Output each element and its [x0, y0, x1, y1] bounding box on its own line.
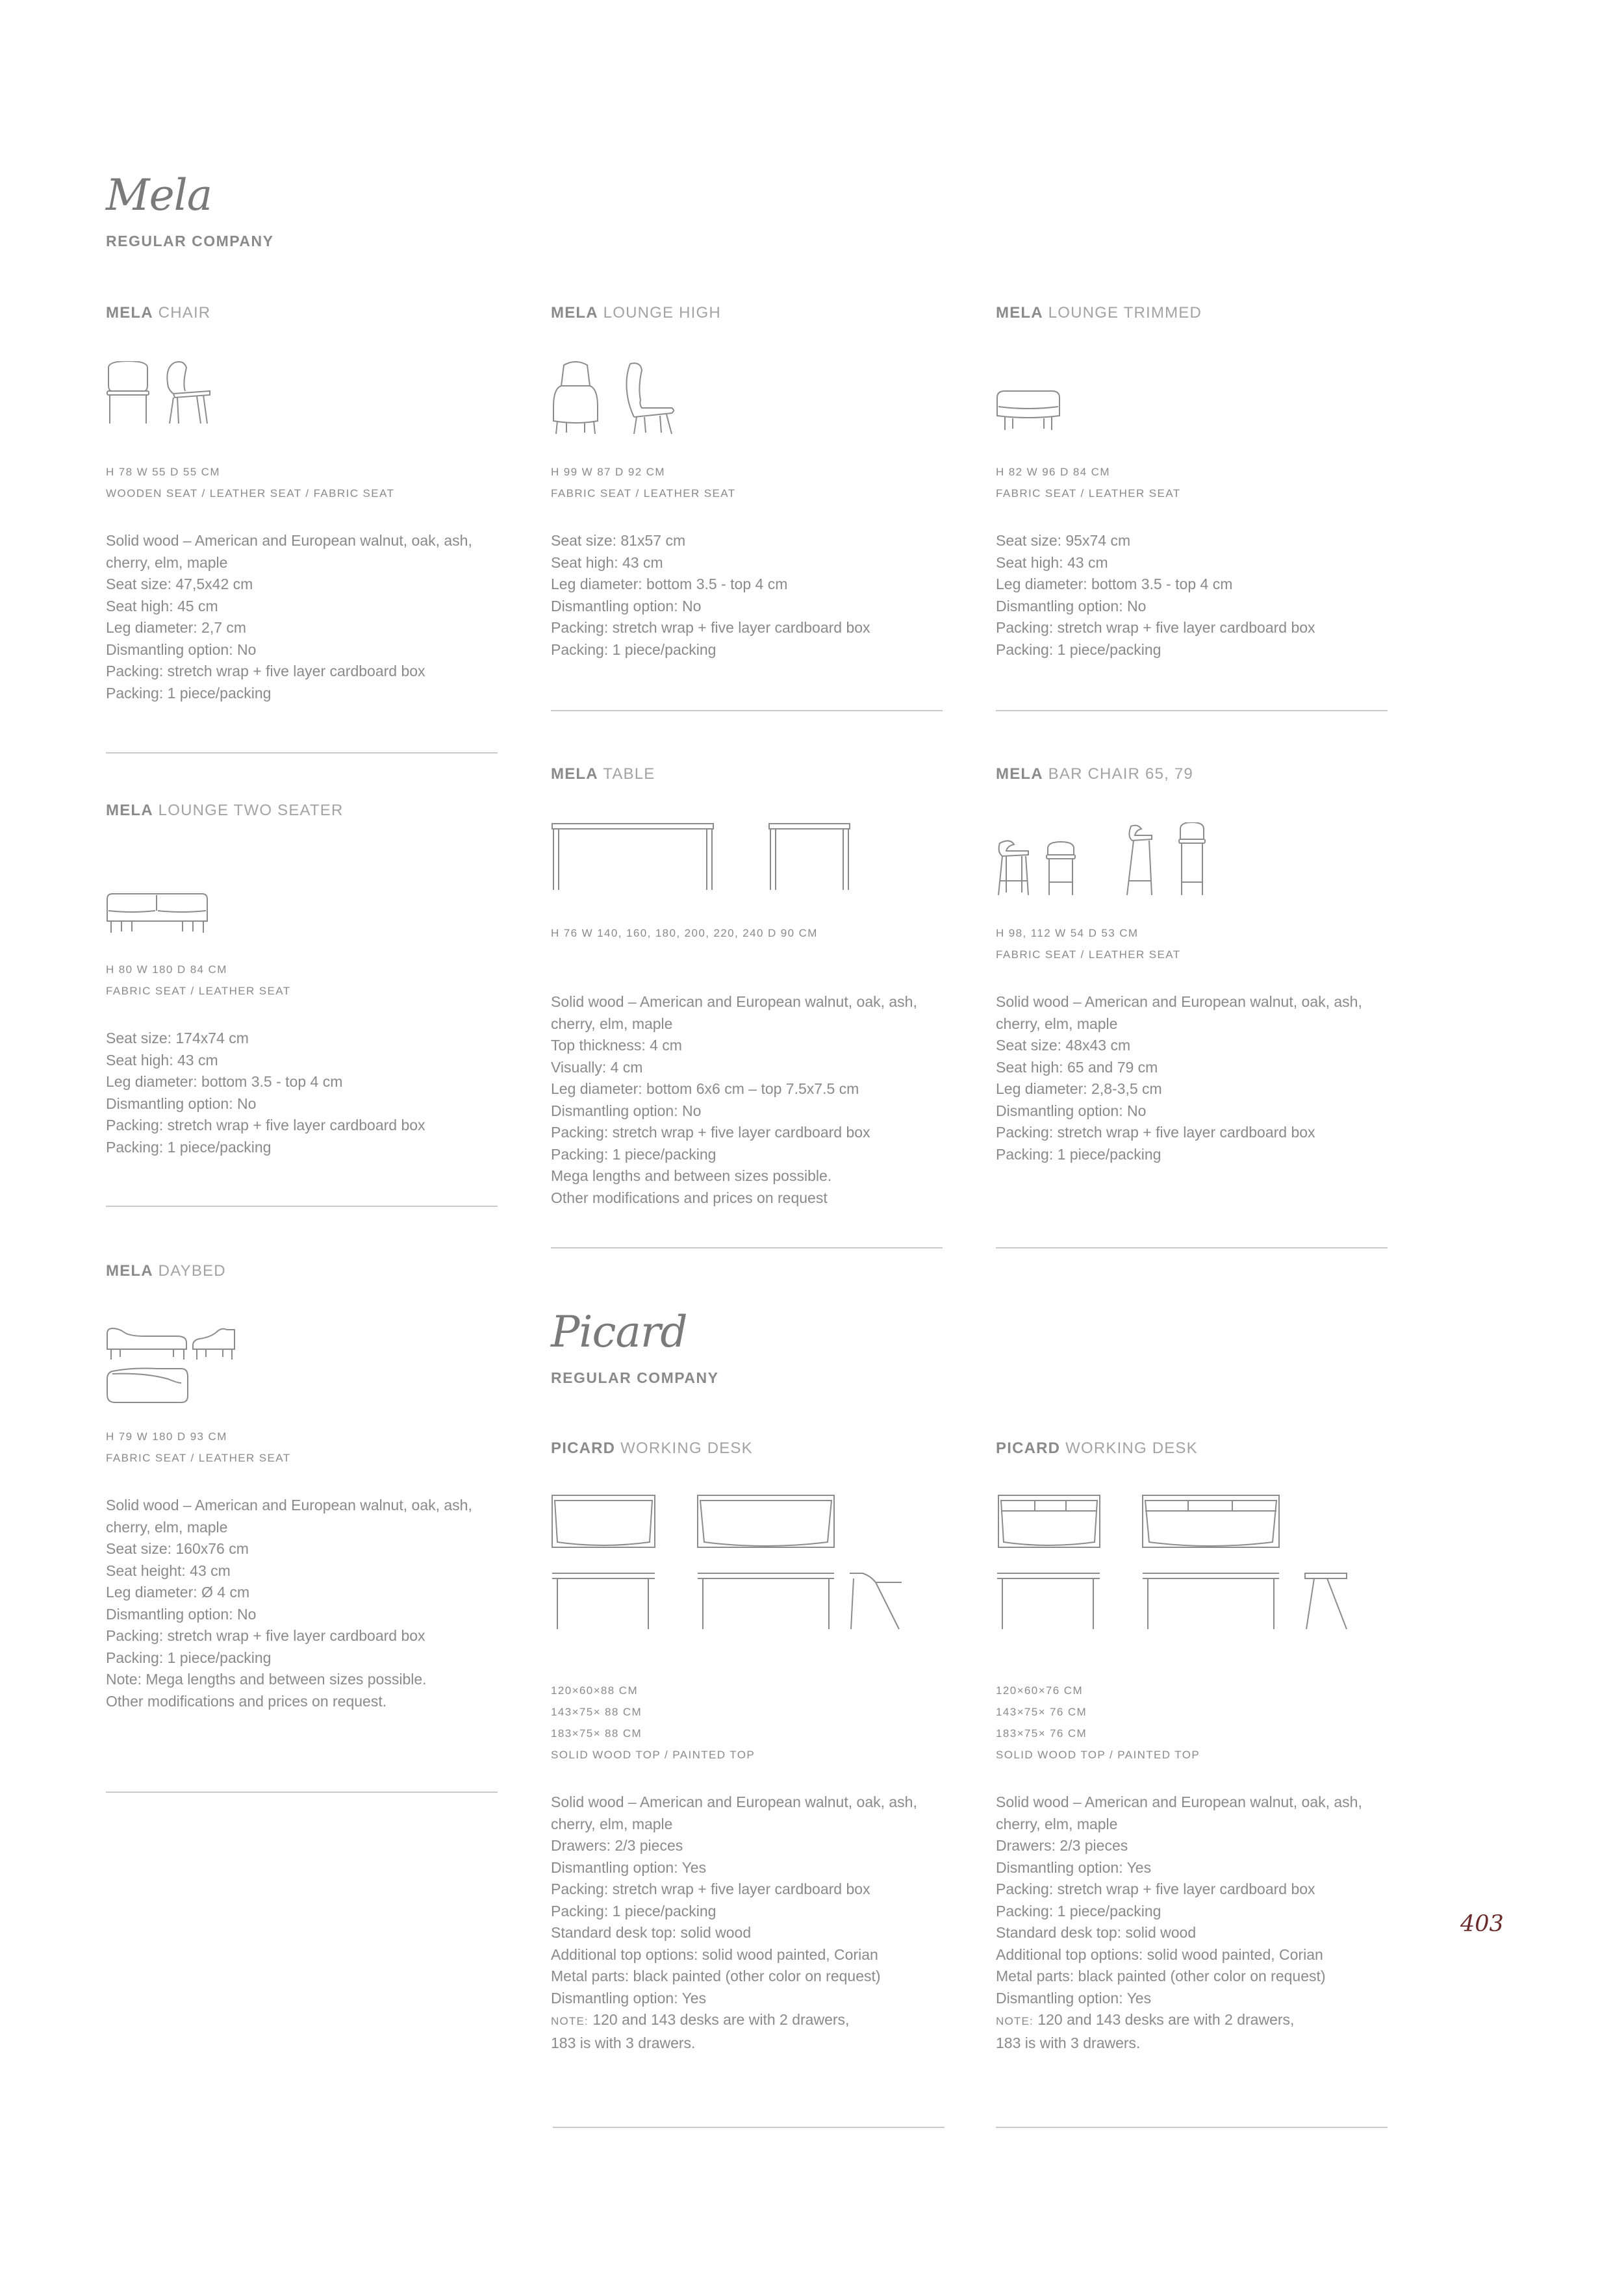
- product-type: DAYBED: [158, 1262, 226, 1280]
- desc-line: Packing: stretch wrap + five layer cardboard box: [106, 1117, 425, 1134]
- product-dimensions: [551, 1680, 941, 1766]
- product-name: MELA: [106, 802, 153, 819]
- brand-company: REGULAR COMPANY: [551, 1369, 719, 1386]
- product-name: MELA: [106, 304, 153, 322]
- desc-line: Seat size: 81x57 cm: [551, 532, 686, 549]
- desc-line: cherry, elm, maple: [996, 1015, 1118, 1032]
- product-name: MELA: [551, 765, 598, 783]
- dim-line: SOLID WOOD TOP / PAINTED TOP: [551, 1749, 755, 1761]
- dim-line: 120×60×88 CM: [551, 1684, 638, 1697]
- dim-line: FABRIC SEAT / LEATHER SEAT: [106, 1452, 291, 1464]
- note-line: [551, 2009, 941, 2033]
- product-description: [106, 530, 496, 704]
- product-heading: [106, 803, 496, 818]
- desc-line: Other modifications and prices on request: [551, 1189, 828, 1206]
- dim-line: 143×75× 88 CM: [551, 1706, 642, 1718]
- desc-line: Dismantling option: No: [551, 1102, 702, 1119]
- sofa-drawing-icon: [106, 859, 496, 937]
- product-description: [551, 530, 941, 661]
- lounge-chair-drawing-icon: [551, 361, 941, 439]
- desc-line: Leg diameter: bottom 3.5 - top 4 cm: [996, 576, 1233, 592]
- product-dimensions: [551, 461, 941, 504]
- section-divider: [551, 710, 943, 711]
- desc-line: Drawers: 2/3 pieces: [996, 1837, 1128, 1854]
- desc-line: Solid wood – American and European walnut, oak, ash,: [106, 532, 472, 549]
- dim-line: 183×75× 88 CM: [551, 1727, 642, 1740]
- product-dimensions: [551, 922, 941, 944]
- product-picard-working-desk: [551, 1441, 941, 2054]
- desc-line: Dismantling option: No: [106, 1605, 257, 1623]
- desc-line: Dismantling option: No: [996, 597, 1147, 614]
- note-label: NOTE:: [551, 2015, 589, 2027]
- desc-line: Packing: 1 piece/packing: [106, 684, 272, 702]
- desc-line: Leg diameter: 2,8-3,5 cm: [996, 1080, 1162, 1097]
- product-type: BAR CHAIR 65, 79: [1048, 765, 1193, 783]
- dim-line: 183×75× 76 CM: [996, 1727, 1087, 1740]
- desk-drawing-icon: [996, 1494, 1386, 1656]
- desc-line: Leg diameter: Ø 4 cm: [106, 1584, 250, 1601]
- product-mela-lounge-high: [551, 305, 941, 661]
- product-mela-lounge-trimmed: [996, 305, 1386, 661]
- product-name: MELA: [551, 304, 598, 322]
- desc-line: Seat height: 43 cm: [106, 1562, 231, 1579]
- desc-line: Packing: stretch wrap + five layer cardboard box: [106, 663, 425, 679]
- product-mela-daybed: [106, 1263, 496, 1712]
- section-divider: [106, 1792, 498, 1793]
- desc-line: cherry, elm, maple: [551, 1815, 673, 1832]
- desc-line: cherry, elm, maple: [106, 1518, 228, 1536]
- table-drawing-icon: [551, 822, 941, 900]
- desc-line: Standard desk top: solid wood: [551, 1924, 752, 1941]
- product-type: LOUNGE TRIMMED: [1048, 304, 1202, 322]
- product-heading: [996, 766, 1386, 782]
- desc-line: Seat high: 43 cm: [996, 553, 1108, 571]
- desc-line: Solid wood – American and European walnut, oak, ash,: [551, 993, 917, 1010]
- product-type: LOUNGE HIGH: [603, 304, 721, 322]
- desc-line: cherry, elm, maple: [106, 553, 228, 571]
- desc-line: Seat size: 95x74 cm: [996, 532, 1131, 549]
- dim-line: H 99 W 87 D 92 CM: [551, 466, 665, 478]
- lounge-trimmed-drawing-icon: [996, 361, 1386, 439]
- picard-brand-block: [551, 1307, 719, 1387]
- dim-line: FABRIC SEAT / LEATHER SEAT: [996, 487, 1181, 500]
- product-description: [996, 991, 1386, 1165]
- dim-line: H 76 W 140, 160, 180, 200, 220, 240 D 90 CM: [551, 927, 818, 939]
- dim-line: FABRIC SEAT / LEATHER SEAT: [996, 948, 1181, 961]
- desc-line: Packing: stretch wrap + five layer cardboard box: [551, 1124, 870, 1141]
- product-picard-working-desk-2: [996, 1441, 1386, 2054]
- desc-line: Packing: stretch wrap + five layer cardboard box: [106, 1627, 425, 1644]
- desc-line: Leg diameter: bottom 6x6 cm – top 7.5x7.5 cm: [551, 1080, 859, 1097]
- product-type: TABLE: [603, 765, 655, 783]
- product-heading: [106, 1263, 496, 1279]
- desc-line: Leg diameter: 2,7 cm: [106, 619, 247, 636]
- desc-line: Other modifications and prices on request.: [106, 1692, 387, 1710]
- desc-line: Dismantling option: Yes: [996, 1989, 1152, 2007]
- note-line: 183 is with 3 drawers.: [996, 2034, 1141, 2051]
- desc-line: Packing: stretch wrap + five layer cardboard box: [996, 1881, 1315, 1897]
- product-name: PICARD: [996, 1439, 1061, 1457]
- product-name: MELA: [996, 304, 1043, 322]
- note-line: 183 is with 3 drawers.: [551, 2034, 696, 2051]
- product-mela-bar-chair: [996, 766, 1386, 1165]
- note-text: 120 and 143 desks are with 2 drawers,: [588, 2011, 850, 2028]
- dim-line: FABRIC SEAT / LEATHER SEAT: [106, 985, 291, 997]
- desc-line: Solid wood – American and European walnut, oak, ash,: [106, 1497, 472, 1514]
- desc-line: Leg diameter: bottom 3.5 - top 4 cm: [551, 576, 788, 592]
- brand-company: REGULAR COMPANY: [106, 233, 274, 249]
- note-label: NOTE:: [996, 2015, 1034, 2027]
- product-description: [551, 1792, 941, 2054]
- product-heading: [996, 305, 1386, 321]
- section-divider: [996, 710, 1388, 711]
- desc-line: Seat size: 47,5x42 cm: [106, 576, 253, 592]
- desc-line: Standard desk top: solid wood: [996, 1924, 1197, 1941]
- product-description: [551, 991, 941, 1209]
- desc-line: Seat high: 65 and 79 cm: [996, 1058, 1158, 1076]
- desc-line: Seat high: 43 cm: [551, 553, 663, 571]
- product-name: PICARD: [551, 1439, 616, 1457]
- desc-line: Packing: stretch wrap + five layer cardboard box: [551, 1881, 870, 1897]
- product-heading: [996, 1441, 1386, 1456]
- desc-line: cherry, elm, maple: [551, 1015, 673, 1032]
- product-dimensions: [106, 1426, 496, 1469]
- dim-line: H 82 W 96 D 84 CM: [996, 466, 1110, 478]
- product-heading: [551, 766, 941, 782]
- desc-line: Visually: 4 cm: [551, 1058, 643, 1076]
- product-name: MELA: [996, 765, 1043, 783]
- desc-line: Dismantling option: No: [996, 1102, 1147, 1119]
- product-name: MELA: [106, 1262, 153, 1280]
- dim-line: SOLID WOOD TOP / PAINTED TOP: [996, 1749, 1200, 1761]
- section-divider: [996, 2127, 1388, 2128]
- desc-line: Packing: stretch wrap + five layer cardboard box: [996, 619, 1315, 636]
- desc-line: Dismantling option: Yes: [551, 1989, 707, 2007]
- page-number: 403: [1460, 1911, 1504, 1937]
- desc-line: Leg diameter: bottom 3.5 - top 4 cm: [106, 1073, 343, 1090]
- product-mela-table: [551, 766, 941, 1209]
- product-description: [106, 1495, 496, 1712]
- product-mela-chair: [106, 305, 496, 704]
- chair-drawing-icon: [106, 361, 496, 439]
- dim-line: WOODEN SEAT / LEATHER SEAT / FABRIC SEAT: [106, 487, 395, 500]
- product-type: WORKING DESK: [620, 1439, 753, 1457]
- desc-line: Seat high: 45 cm: [106, 597, 218, 614]
- dim-line: H 78 W 55 D 55 CM: [106, 466, 220, 478]
- dim-line: H 80 W 180 D 84 CM: [106, 963, 227, 976]
- dim-line: 120×60×76 CM: [996, 1684, 1083, 1697]
- desc-line: Seat high: 43 cm: [106, 1051, 218, 1069]
- desc-line: Seat size: 160x76 cm: [106, 1540, 249, 1557]
- section-divider: [106, 1206, 498, 1207]
- desc-line: Solid wood – American and European walnut, oak, ash,: [996, 993, 1362, 1010]
- product-type: WORKING DESK: [1065, 1439, 1198, 1457]
- desc-line: cherry, elm, maple: [996, 1815, 1118, 1832]
- product-dimensions: [996, 922, 1386, 965]
- desc-line: Drawers: 2/3 pieces: [551, 1837, 683, 1854]
- product-description: [106, 1028, 496, 1158]
- desc-line: Dismantling option: Yes: [996, 1858, 1152, 1876]
- desc-line: Additional top options: solid wood painted, Corian: [996, 1945, 1323, 1963]
- desc-line: Dismantling option: No: [551, 597, 702, 614]
- product-dimensions: [996, 461, 1386, 504]
- desc-line: Packing: 1 piece/packing: [106, 1138, 272, 1156]
- mela-brand-block: [106, 170, 274, 250]
- product-dimensions: [106, 461, 496, 504]
- desc-line: Solid wood – American and European walnut, oak, ash,: [551, 1793, 917, 1810]
- desc-line: Dismantling option: No: [106, 640, 257, 658]
- dim-line: H 98, 112 W 54 D 53 CM: [996, 927, 1139, 939]
- brand-title: Picard: [551, 1307, 687, 1357]
- section-divider: [551, 1247, 943, 1248]
- product-description: [996, 530, 1386, 661]
- desc-line: Dismantling option: Yes: [551, 1858, 707, 1876]
- desc-line: Note: Mega lengths and between sizes possible.: [106, 1671, 427, 1688]
- section-divider: [106, 752, 498, 754]
- note-text: 120 and 143 desks are with 2 drawers,: [1033, 2011, 1295, 2028]
- desc-line: Packing: 1 piece/packing: [551, 1145, 717, 1163]
- product-heading: [106, 305, 496, 321]
- desc-line: Seat size: 174x74 cm: [106, 1030, 249, 1046]
- section-divider: [996, 1247, 1388, 1248]
- desc-line: Metal parts: black painted (other color on request): [551, 1968, 881, 1984]
- desc-line: Additional top options: solid wood painted, Corian: [551, 1945, 878, 1963]
- dim-line: FABRIC SEAT / LEATHER SEAT: [551, 487, 736, 500]
- dim-line: 143×75× 76 CM: [996, 1706, 1087, 1718]
- desc-line: Mega lengths and between sizes possible.: [551, 1167, 832, 1184]
- desc-line: Dismantling option: No: [106, 1095, 257, 1112]
- product-heading: [551, 1441, 941, 1456]
- desc-line: Packing: stretch wrap + five layer cardboard box: [996, 1124, 1315, 1141]
- desc-line: Packing: 1 piece/packing: [106, 1649, 272, 1666]
- daybed-drawing-icon: [106, 1319, 496, 1404]
- product-dimensions: [996, 1680, 1386, 1766]
- product-heading: [551, 305, 941, 321]
- desc-line: Solid wood – American and European walnut, oak, ash,: [996, 1793, 1362, 1810]
- desc-line: Packing: 1 piece/packing: [551, 1902, 717, 1919]
- desc-line: Top thickness: 4 cm: [551, 1037, 682, 1054]
- product-type: LOUNGE TWO SEATER: [158, 802, 344, 819]
- product-mela-lounge-two-seater: [106, 803, 496, 1158]
- desc-line: Seat size: 48x43 cm: [996, 1037, 1131, 1054]
- desc-line: Packing: 1 piece/packing: [996, 1145, 1161, 1163]
- desc-line: Packing: 1 piece/packing: [996, 640, 1161, 658]
- desc-line: Metal parts: black painted (other color on request): [996, 1968, 1326, 1984]
- dim-line: H 79 W 180 D 93 CM: [106, 1430, 227, 1443]
- note-line: [996, 2009, 1386, 2033]
- desc-line: Packing: 1 piece/packing: [996, 1902, 1161, 1919]
- brand-title: Mela: [106, 170, 212, 220]
- section-divider: [553, 2127, 945, 2128]
- desc-line: Packing: stretch wrap + five layer cardboard box: [551, 619, 870, 636]
- product-description: [996, 1792, 1386, 2054]
- product-type: CHAIR: [158, 304, 211, 322]
- product-dimensions: [106, 959, 496, 1002]
- desk-drawing-icon: [551, 1494, 941, 1656]
- bar-chair-drawing-icon: [996, 822, 1386, 900]
- desc-line: Packing: 1 piece/packing: [551, 640, 717, 658]
